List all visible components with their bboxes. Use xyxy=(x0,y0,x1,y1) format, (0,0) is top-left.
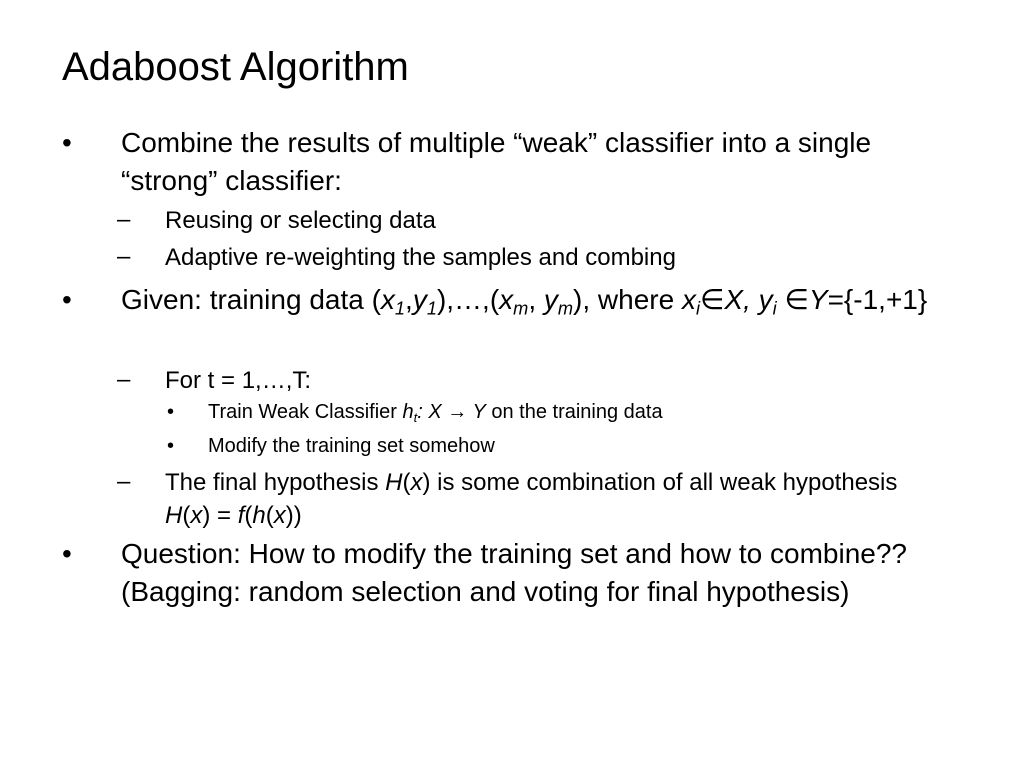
slide-title: Adaboost Algorithm xyxy=(62,45,409,89)
train-text xyxy=(208,399,928,425)
var-f: f xyxy=(237,502,245,529)
paren3-open: ( xyxy=(244,502,253,529)
given-prefix: Given: training data ( xyxy=(121,284,381,315)
var-ym: y xyxy=(543,284,558,315)
bullet-marker: • xyxy=(62,538,72,569)
set-y: Y xyxy=(808,284,828,315)
given-comma1: , xyxy=(405,284,413,315)
var-y1: y xyxy=(412,284,427,315)
modify-text: Modify the training set somehow xyxy=(208,435,495,457)
dash-marker: – xyxy=(117,366,131,393)
sub-yi: i xyxy=(772,298,777,319)
set-x: X, xyxy=(724,284,759,315)
sub-bullet-adaptive-text: Adaptive re-weighting the samples and combing xyxy=(165,244,676,271)
final-hypothesis-text xyxy=(165,466,925,532)
dash-marker: – xyxy=(117,206,131,233)
bullet-combine-text: Combine the results of multiple “weak” classifier into a single “strong” classifier: xyxy=(121,127,872,196)
var-xm: x xyxy=(499,284,514,315)
paren4-open: ( xyxy=(265,502,274,529)
equals: ) = xyxy=(202,502,238,529)
final-prefix: The final hypothesis xyxy=(165,469,386,496)
bullet-marker: • xyxy=(167,435,175,457)
element-of-symbol: ∈ xyxy=(700,284,725,315)
sub-xi: i xyxy=(695,298,701,319)
var-xi: x xyxy=(681,284,696,315)
given-middle: ),…,( xyxy=(436,284,500,315)
sub-x1: 1 xyxy=(394,298,406,319)
var-x2: x xyxy=(190,502,203,529)
var-x1: x xyxy=(380,284,395,315)
train-suffix: on the training data xyxy=(485,401,663,423)
var-x3: x xyxy=(273,502,286,529)
var-x1: x xyxy=(410,469,423,496)
dash-marker: – xyxy=(117,468,131,495)
paren1-close: ) xyxy=(422,469,431,496)
bullet-marker: • xyxy=(62,127,72,158)
sub-xm: m xyxy=(513,298,529,319)
mapping-x-to-y: : X → Y xyxy=(417,401,486,423)
paren1-open: ( xyxy=(402,469,411,496)
given-comma2: , xyxy=(528,284,544,315)
var-h: h xyxy=(402,401,414,423)
sub-ym: m xyxy=(557,298,574,319)
dash-marker: – xyxy=(117,243,131,270)
var-H2: H xyxy=(165,502,183,529)
final-middle: is some combination of all weak hypothesis xyxy=(430,469,898,496)
var-H1: H xyxy=(385,469,403,496)
given-where: ), where xyxy=(573,284,682,315)
bullet-marker: • xyxy=(167,401,175,423)
for-loop-text: For t = 1,…,T: xyxy=(165,367,312,394)
sub-t: t xyxy=(413,409,418,425)
paren2-open: ( xyxy=(182,502,191,529)
train-prefix: Train Weak Classifier xyxy=(208,401,403,423)
set-definition: ={-1,+1} xyxy=(827,284,928,315)
bullet-question-text: Question: How to modify the training set and how to combine?? (Bagging: random selection and voting for final hypothesis) xyxy=(121,538,907,607)
bullet-marker: • xyxy=(62,284,72,315)
var-h: h xyxy=(252,502,266,529)
element-of-symbol: ∈ xyxy=(784,284,809,315)
var-yi: y xyxy=(758,284,773,315)
bullet-given-text xyxy=(121,281,951,319)
sub-bullet-reusing-text: Reusing or selecting data xyxy=(165,207,436,234)
sub-y1: 1 xyxy=(426,298,437,319)
final-close: )) xyxy=(285,502,302,529)
